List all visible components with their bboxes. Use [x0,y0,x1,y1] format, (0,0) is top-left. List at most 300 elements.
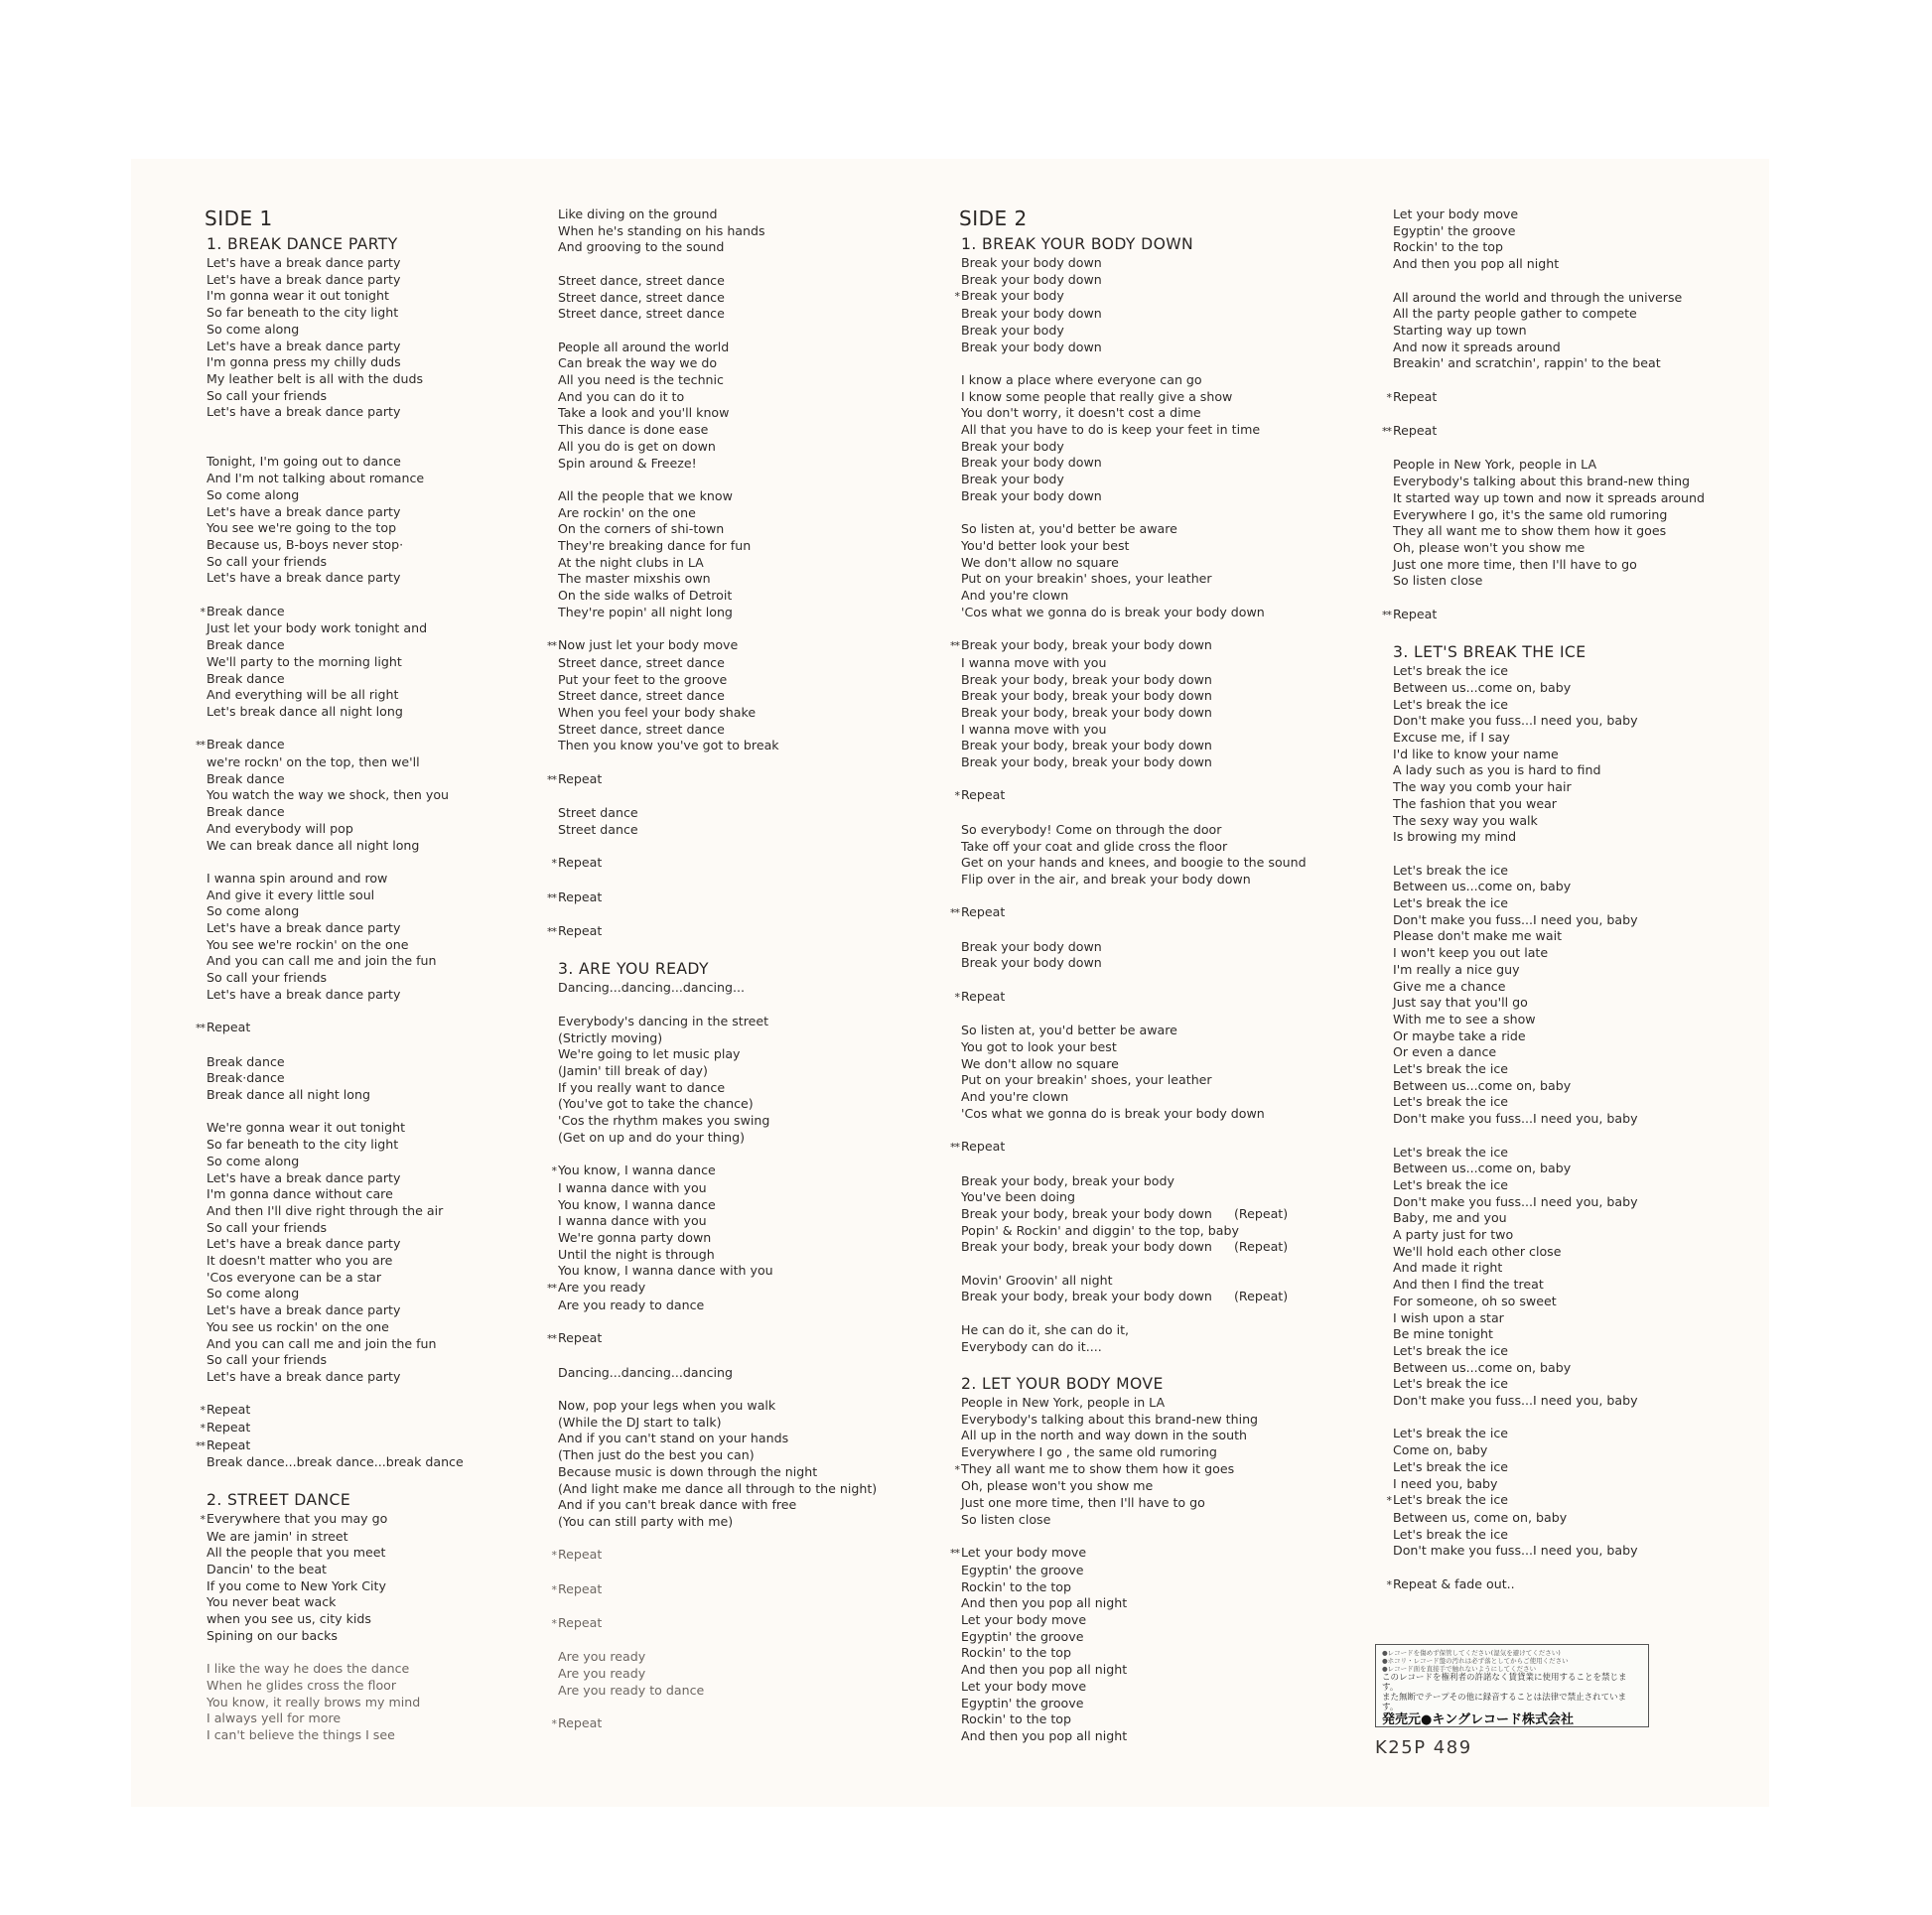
lyric-text: Repeat [558,1615,603,1631]
lyric-line [207,1319,464,1336]
lyric-text: They're breaking dance for fun [558,538,752,554]
lyric-line [1393,1510,1705,1527]
lyric-line [558,422,877,439]
lyric-line [961,538,1307,555]
lyric-line [558,1247,877,1264]
lyric-text: The fashion that you wear [1393,795,1557,811]
lyric-text: (Jamin' till break of day) [558,1062,708,1078]
lyric-text: Break dance [207,670,285,686]
lyric-line [207,937,464,954]
lyric-text: And you can do it to [558,388,685,404]
lyric-text: I wanna dance with you [558,1179,707,1195]
chorus-marker: * [551,1164,556,1178]
lyric-text: Everybody's dancing in the street [558,1013,769,1028]
lyric-line [1393,879,1705,895]
lyric-text: Break your body, break your body down [961,738,1212,753]
stanza-gap [1393,441,1705,458]
lyric-line [547,889,877,907]
stanza-gap [1393,372,1705,389]
lyric-line [1393,1326,1705,1343]
lyric-text: Repeat [1393,388,1438,404]
lyric-text: So call your friends [207,1352,328,1368]
lyric-text: Movin' Groovin' all night [961,1272,1113,1288]
lyric-line [1393,1244,1705,1261]
lyric-line [950,904,1307,922]
lyric-line [1393,1277,1705,1294]
lyric-line [207,654,464,671]
lyric-text: Repeat [207,1402,251,1418]
lyric-text: Repeat [558,1715,603,1731]
stanza-gap [1393,1560,1705,1576]
lyric-line [961,389,1307,406]
lyric-text: Repeat [558,770,603,786]
lyric-text: Let's break the ice [1393,1061,1509,1077]
lyric-text: Street dance, street dance [558,721,725,737]
lyric-text: Let's break the ice [1393,1176,1509,1192]
lyric-line [1393,979,1705,996]
lyric-line [558,290,877,307]
chorus-marker: ** [547,1282,556,1296]
stanza-gap [558,997,877,1014]
lyric-line [207,1220,464,1237]
lyric-line [961,422,1307,439]
lyric-line [1393,239,1705,256]
lyric-text: Let your body move [961,1678,1087,1694]
chorus-marker: ** [196,1438,205,1452]
lyric-line [961,306,1307,323]
lyric-line [547,923,877,941]
lyric-line [961,1711,1307,1728]
lyric-text: Rockin' to the top [961,1711,1072,1727]
lyric-text: Between us, come on, baby [1393,1510,1568,1525]
lyric-text: So come along [207,321,300,337]
lyric-text: Street dance [558,805,638,821]
lyric-text: They all want me to show them how it goes [961,1460,1235,1476]
lyric-text: So call your friends [207,970,328,986]
lyric-line [1393,713,1705,730]
lyric-text: All you need is the technic [558,372,724,387]
lyric-text: Break your body, break your body down [961,637,1212,653]
lyric-text: 'Cos what we gonna do is break your body down [961,1105,1265,1121]
lyric-line [1393,1177,1705,1194]
chorus-marker: * [200,1404,205,1418]
lyric-line [961,939,1307,956]
lyric-text: A lady such as you is hard to find [1393,762,1601,778]
lyric-text: Oh, please won't you show me [1393,540,1586,555]
lyric-line [954,1460,1307,1479]
stanza-gap [558,1565,877,1581]
chorus-marker: ** [547,772,556,786]
lyric-text: The way you comb your hair [1393,779,1572,795]
lyric-line [1393,1012,1705,1028]
lyric-text: People in New York, people in LA [961,1394,1166,1410]
lyric-text: And then you pop all night [961,1595,1128,1611]
lyric-line [961,1478,1307,1495]
stanza-gap [558,1381,877,1398]
lyric-line [1393,813,1705,830]
lyric-text: 'Cos everyone can be a star [207,1269,382,1285]
lyric-text: And you're clown [961,1089,1069,1105]
chorus-marker: ** [950,1547,959,1561]
lyric-line [207,1727,464,1744]
lyric-line [558,340,877,356]
stanza-gap [207,1386,464,1403]
lyric-line [961,1444,1307,1461]
lyric-text: I'm gonna wear it out tonight [207,288,389,304]
lyric-text: Repeat [558,923,603,939]
lyric-text: Come on, baby [1393,1442,1488,1458]
lyric-line [1393,863,1705,880]
lyric-line [961,372,1307,389]
lyric-text: Everywhere I go , the same old rumoring [961,1444,1217,1459]
lyric-text: Let's have a break dance party [207,1302,401,1318]
lyric-text: And if you can't break dance with free [558,1497,797,1513]
lyric-text: Break your body [961,438,1064,454]
lyric-text: Excuse me, if I say [1393,730,1510,745]
lyric-line [207,888,464,904]
lyric-line [961,1428,1307,1444]
lyric-text: Everywhere that you may go [207,1510,388,1526]
lyric-line [1393,1426,1705,1442]
lyric-text: And then you pop all night [1393,256,1560,272]
lyric-line [558,1298,877,1314]
lyric-text: So listen at, you'd better be aware [961,521,1177,537]
lyric-text: Street dance, street dance [558,654,725,670]
lyric-line [558,1130,877,1147]
lyric-text: Break dance [207,637,285,653]
lyric-text: Don't make you fuss...I need you, baby [1393,1543,1638,1559]
lyric-text: Or even a dance [1393,1044,1497,1060]
lyric-line [558,306,877,323]
lyric-line [1393,557,1705,574]
lyric-line [207,255,464,272]
lyric-line [558,1014,877,1030]
lyric-line [558,588,877,605]
lyric-text: You see us rockin' on the one [207,1318,389,1334]
lyric-text: Repeat [558,1580,603,1596]
lyric-line [547,1280,877,1298]
lyric-line [207,1578,464,1595]
lyric-line [558,705,877,722]
stanza-gap [961,1529,1307,1546]
lyric-text: I need you, baby [1393,1475,1498,1491]
lyric-text: Repeat [207,1436,251,1452]
song-title: 1. BREAK YOUR BODY DOWN [961,235,1194,253]
lyric-text: You'd better look your best [961,537,1130,553]
stanza-gap [558,472,877,488]
lyric-line [1393,1360,1705,1377]
lyric-line [558,521,877,538]
chorus-marker: ** [547,890,556,904]
stanza-gap [207,421,464,438]
lyric-line [558,605,877,621]
lyric-text: The sexy way you walk [1393,812,1538,828]
stanza-gap [207,438,464,455]
lyric-line [1382,423,1705,441]
lyric-text: Let's have a break dance party [207,271,401,287]
stanza-gap [558,839,877,856]
lyric-line [1393,1145,1705,1162]
lyric-text: (Strictly moving) [558,1029,663,1045]
lyric-line [207,953,464,970]
lyric-line [1393,1343,1705,1360]
lyric-text: You know, I wanna dance [558,1196,716,1212]
lyric-line [961,1495,1307,1512]
stanza-gap [961,771,1307,788]
lyric-line [961,1039,1307,1056]
lyric-text: Let your body move [961,1612,1087,1628]
chorus-marker: * [551,1717,556,1731]
lyric-text: Let's have a break dance party [207,1236,401,1252]
lyric-line [207,1286,464,1302]
lyric-line [1386,388,1705,407]
lyric-line [547,637,877,655]
lyric-text: I can't believe the things I see [207,1727,395,1742]
stanza-gap [558,789,877,806]
lyric-line [961,722,1307,739]
lyric-line [1393,355,1705,372]
stanza-gap [558,873,877,889]
lyric-line [207,1594,464,1611]
stanza-gap [558,621,877,638]
lyric-line [961,1662,1307,1679]
lyric-text: You watch the way we shock, then you [207,787,450,803]
lyric-text: When he's standing on his hands [558,222,765,238]
lyric-line [558,722,877,739]
lyric-line [1393,1442,1705,1459]
lyric-text: It doesn't matter who you are [207,1253,393,1269]
lyric-text: Let's break the ice [1393,862,1509,878]
lyric-line [1393,697,1705,714]
lyric-text: This dance is done ease [558,422,709,438]
lyric-line [1386,1492,1705,1510]
lyric-text: Egyptin' the groove [961,1562,1084,1577]
lyric-text: Let's break the ice [1393,663,1509,679]
lyric-text: And then you pop all night [961,1662,1128,1678]
stanza-gap [207,1037,464,1054]
song-title: 3. ARE YOU READY [558,960,709,979]
lyric-text: And grooving to the sound [558,239,725,255]
lyric-text: Dancing...dancing...dancing [558,1364,733,1380]
lyric-text: Let's break the ice [1393,1492,1509,1508]
lyric-line [961,1289,1307,1305]
lyric-line [961,1072,1307,1089]
lyric-text: 'Cos the rhythm makes you swing [558,1113,770,1129]
lyric-text: And you're clown [961,588,1069,604]
lyric-text: For someone, oh so sweet [1393,1293,1557,1308]
lyric-text: Are you ready [558,1666,646,1682]
stanza-gap [207,1004,464,1021]
chorus-marker: ** [950,1141,959,1155]
lyric-line [961,705,1307,722]
lyric-text: I wanna move with you [961,721,1107,737]
lyric-text: Street dance [558,821,638,837]
lyric-text: Let's have a break dance party [207,920,401,936]
stanza-gap [961,1256,1307,1273]
lyric-line [207,871,464,888]
lyric-line [558,505,877,522]
lyric-line [954,988,1307,1007]
lyric-text: All the people that you meet [207,1545,386,1561]
lyric-line [207,838,464,855]
lyric-line [207,1336,464,1353]
lyric-text: we're rockn' on the top, then we'll [207,754,420,770]
lyric-text: Everywhere I go, it's the same old rumoring [1393,506,1668,522]
lyric-text: Repeat [558,855,603,871]
stanza-gap [1393,406,1705,423]
lyric-line [961,1223,1307,1240]
lyric-line [207,920,464,937]
lyric-text: All that you have to do is keep your feet in time [961,422,1261,438]
lyric-text: Between us...come on, baby [1393,1359,1572,1375]
lyric-line [558,1431,877,1447]
lyric-text: Break your body, break your body down [961,754,1212,770]
lyric-line [558,688,877,705]
lyric-line [207,371,464,388]
care-note-1: ●レコードを傷めず保管してください(湿気を避けてください) [1382,1649,1561,1657]
lyric-text: Street dance, street dance [558,306,725,322]
lyric-line [207,1186,464,1203]
lyric-text: Just say that you'll go [1393,995,1528,1011]
column-side2-right [1382,206,1706,1594]
lyric-line [1393,1310,1705,1327]
lyric-line [961,688,1307,705]
stanza-gap [961,1305,1307,1322]
lyric-line [207,704,464,721]
lyric-line [961,1322,1307,1339]
chorus-marker: ** [547,925,556,939]
lyric-text: Repeat [1393,423,1438,439]
lyric-line [207,404,464,421]
lyric-line [1393,474,1705,490]
lyric-line [1393,747,1705,763]
lyric-line [558,1514,877,1531]
lyric-line [207,1562,464,1578]
lyric-line [207,537,464,554]
lyric-line [1393,1543,1705,1560]
lyric-text: (You can still party with me) [558,1513,734,1529]
lyric-line [551,1615,877,1633]
lyric-text: And now it spreads around [1393,339,1561,354]
lyric-line [961,1206,1307,1223]
lyric-line [961,822,1307,839]
lyric-text: And then I'll dive right through the air [207,1202,444,1218]
stanza-gap [558,1147,877,1163]
lyric-line [950,1545,1307,1563]
lyric-line [207,1678,464,1695]
stanza-gap [961,505,1307,522]
lyric-line [207,1545,464,1562]
lyric-line [207,671,464,688]
lyric-text: So listen at, you'd better be aware [961,1023,1177,1038]
lyric-text: Let's break the ice [1393,1426,1509,1441]
lyric-text: A party just for two [1393,1227,1514,1243]
lyric-text: You know, I wanna dance with you [558,1263,773,1279]
lyric-text: So listen close [961,1511,1051,1527]
lyric-text: Get on your hands and knees, and boogie to the sound [961,855,1307,871]
stanza-gap [207,721,464,738]
chorus-marker: ** [547,1332,556,1346]
chorus-marker: ** [950,906,959,920]
lyric-line [200,1402,464,1420]
lyric-text: And everything will be all right [207,687,399,703]
lyric-line [961,571,1307,588]
lyric-text: We're gonna wear it out tonight [207,1120,406,1136]
lyric-text: And everybody will pop [207,820,353,836]
lyric-line [558,405,877,422]
lyric-text: Everybody's talking about this brand-new thing [1393,474,1691,489]
lyric-text: Please don't make me wait [1393,928,1563,944]
lyric-line [1393,1227,1705,1244]
lyric-text: Break dance all night long [207,1087,370,1103]
lyric-line [207,1661,464,1678]
lyric-line [207,637,464,654]
lyric-line [558,372,877,389]
lyric-line [961,588,1307,605]
lyric-text: On the corners of shi-town [558,521,725,537]
lyric-line [207,1352,464,1369]
chorus-marker: * [200,1422,205,1436]
lyric-line [558,538,877,555]
lyric-text: You don't worry, it doesn't cost a dime [961,405,1201,421]
stanza-gap [1393,590,1705,607]
lyric-line [961,872,1307,889]
lyric-line [207,354,464,371]
lyric-line [207,970,464,987]
care-note-2: ●ホコリ・レコード盤の汚れは必ず落としてからご使用ください [1382,1657,1569,1665]
stanza-gap [558,1531,877,1548]
lyric-line [207,987,464,1004]
lyric-text: Are you ready to dance [558,1297,705,1312]
lyric-line [558,1096,877,1113]
lyric-text: Let's break the ice [1393,1144,1509,1160]
chorus-marker: * [1386,1494,1391,1508]
lyric-line [1393,1094,1705,1111]
lyric-line [551,1580,877,1599]
stanza-gap [558,1314,877,1331]
lyric-line [207,1170,464,1187]
lyric-line [207,570,464,587]
lyric-line [961,1339,1307,1356]
lyric-line [200,1420,464,1437]
lyric-text: (And light make me dance all through to the night) [558,1480,878,1496]
lyric-line [558,389,877,406]
lyric-text: Dancing...dancing...dancing... [558,980,746,996]
lyric-text: Break your body, break your body down [961,688,1212,704]
lyric-text: And then I find the treat [1393,1277,1544,1293]
lyric-line [207,504,464,521]
lyric-text: You know, it really brows my mind [207,1694,421,1710]
lyric-line [558,1046,877,1063]
lyric-line [207,1154,464,1170]
lyric-line [961,323,1307,340]
lyric-line [1382,606,1705,624]
lyric-line [1393,730,1705,747]
chorus-marker: * [200,1512,205,1526]
lyric-text: Break dance...break dance...break dance [207,1454,464,1470]
lyric-line [558,1497,877,1514]
stanza-gap [961,889,1307,905]
lyric-text: Break your body down [961,255,1102,270]
lyric-text: Let's break the ice [1393,1094,1509,1110]
lyric-line [551,1547,877,1565]
lyric-line [207,1070,464,1087]
stanza-gap [1393,1128,1705,1145]
lyric-line [1393,680,1705,697]
lyric-line [558,1213,877,1230]
lyric-text: And you can call me and join the fun [207,1335,437,1351]
lyric-text: Rockin' to the top [961,1645,1072,1661]
